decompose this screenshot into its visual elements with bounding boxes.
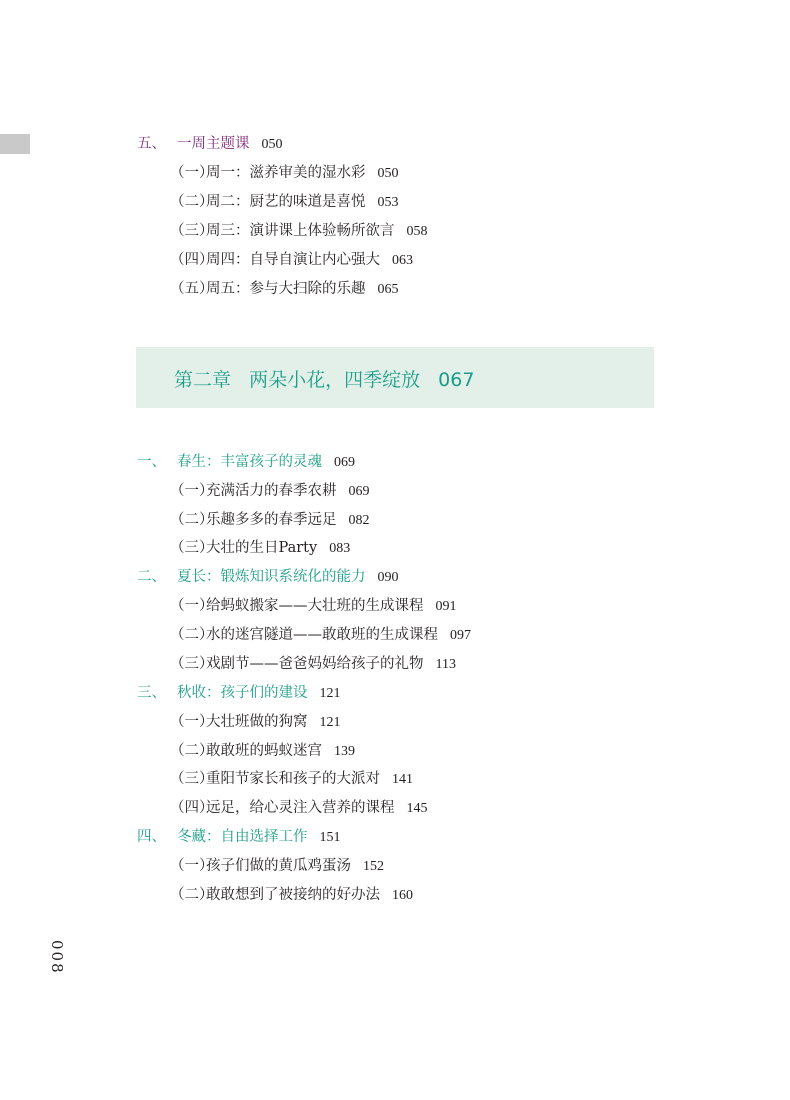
item-page: 160 bbox=[392, 888, 413, 903]
item-title: 乐趣多多的春季远足 bbox=[206, 512, 337, 528]
section-page: 069 bbox=[334, 455, 355, 470]
item-title: 敢敢班的蚂蚁迷宫 bbox=[206, 743, 322, 759]
section-title: 冬藏：自由选择工作 bbox=[177, 829, 308, 845]
section-title: 一周主题课 bbox=[177, 136, 250, 152]
item-page: 121 bbox=[319, 715, 341, 730]
section-number: 三、 bbox=[137, 685, 166, 701]
item-title: 敢敢想到了被接纳的好办法 bbox=[206, 887, 380, 903]
section-number: 二、 bbox=[137, 569, 166, 585]
chapter-heading bbox=[174, 365, 474, 392]
toc-item[interactable] bbox=[170, 654, 456, 675]
section-page: 121 bbox=[319, 686, 341, 701]
item-index: （四） bbox=[170, 800, 214, 816]
item-page: 141 bbox=[392, 772, 413, 787]
item-title: 周三：演讲课上体验畅所欲言 bbox=[206, 223, 395, 239]
item-title: 孩子们做的黄瓜鸡蛋汤 bbox=[206, 858, 351, 874]
toc-section-1[interactable] bbox=[137, 452, 355, 473]
item-index: （一） bbox=[170, 714, 214, 730]
item-page: 082 bbox=[348, 513, 370, 528]
item-index: （一） bbox=[170, 165, 214, 181]
toc-item[interactable] bbox=[170, 769, 413, 790]
item-page: 083 bbox=[329, 541, 351, 556]
item-index: （三） bbox=[170, 656, 214, 672]
item-page: 063 bbox=[392, 253, 413, 268]
toc-item[interactable] bbox=[170, 625, 471, 646]
item-index: （一） bbox=[170, 483, 214, 499]
section-page: 151 bbox=[319, 830, 341, 845]
item-page: 097 bbox=[450, 628, 471, 643]
item-index: （二） bbox=[170, 512, 214, 528]
toc-item[interactable] bbox=[170, 481, 370, 502]
item-index: （二） bbox=[170, 743, 214, 759]
chapter-banner[interactable] bbox=[136, 347, 654, 408]
item-title: 充满活力的春季农耕 bbox=[206, 483, 337, 499]
section-number: 四、 bbox=[137, 829, 166, 845]
item-page: 152 bbox=[363, 859, 384, 874]
section-title: 秋收：孩子们的建设 bbox=[177, 685, 308, 701]
item-page: 065 bbox=[377, 282, 399, 297]
toc-item[interactable] bbox=[170, 250, 413, 271]
item-page: 058 bbox=[406, 224, 428, 239]
item-page: 091 bbox=[435, 599, 457, 614]
item-title: 周四：自导自演让内心强大 bbox=[206, 252, 380, 268]
toc-section-5[interactable] bbox=[137, 134, 283, 155]
item-title: 戏剧节——爸爸妈妈给孩子的礼物 bbox=[206, 656, 424, 672]
item-index: （一） bbox=[170, 598, 214, 614]
toc-item[interactable] bbox=[170, 798, 428, 819]
item-page: 139 bbox=[334, 744, 355, 759]
item-index: （三） bbox=[170, 540, 214, 556]
item-index: （二） bbox=[170, 194, 214, 210]
item-index: （二） bbox=[170, 887, 214, 903]
chapter-page: 067 bbox=[438, 369, 475, 391]
section-page: 090 bbox=[377, 570, 399, 585]
toc-item[interactable] bbox=[170, 596, 457, 617]
toc-item[interactable] bbox=[170, 163, 399, 184]
page-number: 008 bbox=[48, 940, 66, 975]
item-title: 远足，给心灵注入营养的课程 bbox=[206, 800, 395, 816]
item-title: 重阳节家长和孩子的大派对 bbox=[206, 771, 380, 787]
item-page: 069 bbox=[348, 484, 370, 499]
item-page: 145 bbox=[406, 801, 428, 816]
section-title: 春生：丰富孩子的灵魂 bbox=[177, 454, 322, 470]
toc-section-2[interactable] bbox=[137, 567, 399, 588]
toc-section-3[interactable] bbox=[137, 683, 341, 704]
toc-item[interactable] bbox=[170, 856, 384, 877]
toc-item[interactable] bbox=[170, 885, 413, 906]
item-title: 周五：参与大扫除的乐趣 bbox=[206, 281, 366, 297]
chapter-label: 第二章 bbox=[174, 369, 232, 391]
toc-item[interactable] bbox=[170, 221, 428, 242]
toc-item[interactable] bbox=[170, 510, 370, 531]
section-title: 夏长：锻炼知识系统化的能力 bbox=[177, 569, 366, 585]
toc-item[interactable] bbox=[170, 712, 341, 733]
item-title: 周二：厨艺的味道是喜悦 bbox=[206, 194, 366, 210]
item-index: （三） bbox=[170, 223, 214, 239]
section-number: 一、 bbox=[137, 454, 166, 470]
toc-item[interactable] bbox=[170, 279, 399, 300]
toc-item[interactable] bbox=[170, 538, 350, 559]
item-index: （五） bbox=[170, 281, 214, 297]
toc-item[interactable] bbox=[170, 192, 399, 213]
section-number: 五、 bbox=[137, 136, 166, 152]
section-page: 050 bbox=[261, 137, 283, 152]
item-title: 大壮的生日Party bbox=[206, 540, 318, 556]
item-page: 050 bbox=[377, 166, 399, 181]
toc-item[interactable] bbox=[170, 741, 355, 762]
side-tab-marker bbox=[0, 134, 30, 154]
chapter-title-text: 两朵小花，四季绽放 bbox=[249, 369, 421, 391]
item-title: 大壮班做的狗窝 bbox=[206, 714, 308, 730]
item-page: 053 bbox=[377, 195, 399, 210]
item-title: 水的迷宫隧道——敢敢班的生成课程 bbox=[206, 627, 438, 643]
item-index: （二） bbox=[170, 627, 214, 643]
item-index: （四） bbox=[170, 252, 214, 268]
item-title: 给蚂蚁搬家——大壮班的生成课程 bbox=[206, 598, 424, 614]
item-index: （三） bbox=[170, 771, 214, 787]
item-page: 113 bbox=[435, 657, 456, 672]
item-title: 周一：滋养审美的湿水彩 bbox=[206, 165, 366, 181]
item-index: （一） bbox=[170, 858, 214, 874]
toc-section-4[interactable] bbox=[137, 827, 341, 848]
